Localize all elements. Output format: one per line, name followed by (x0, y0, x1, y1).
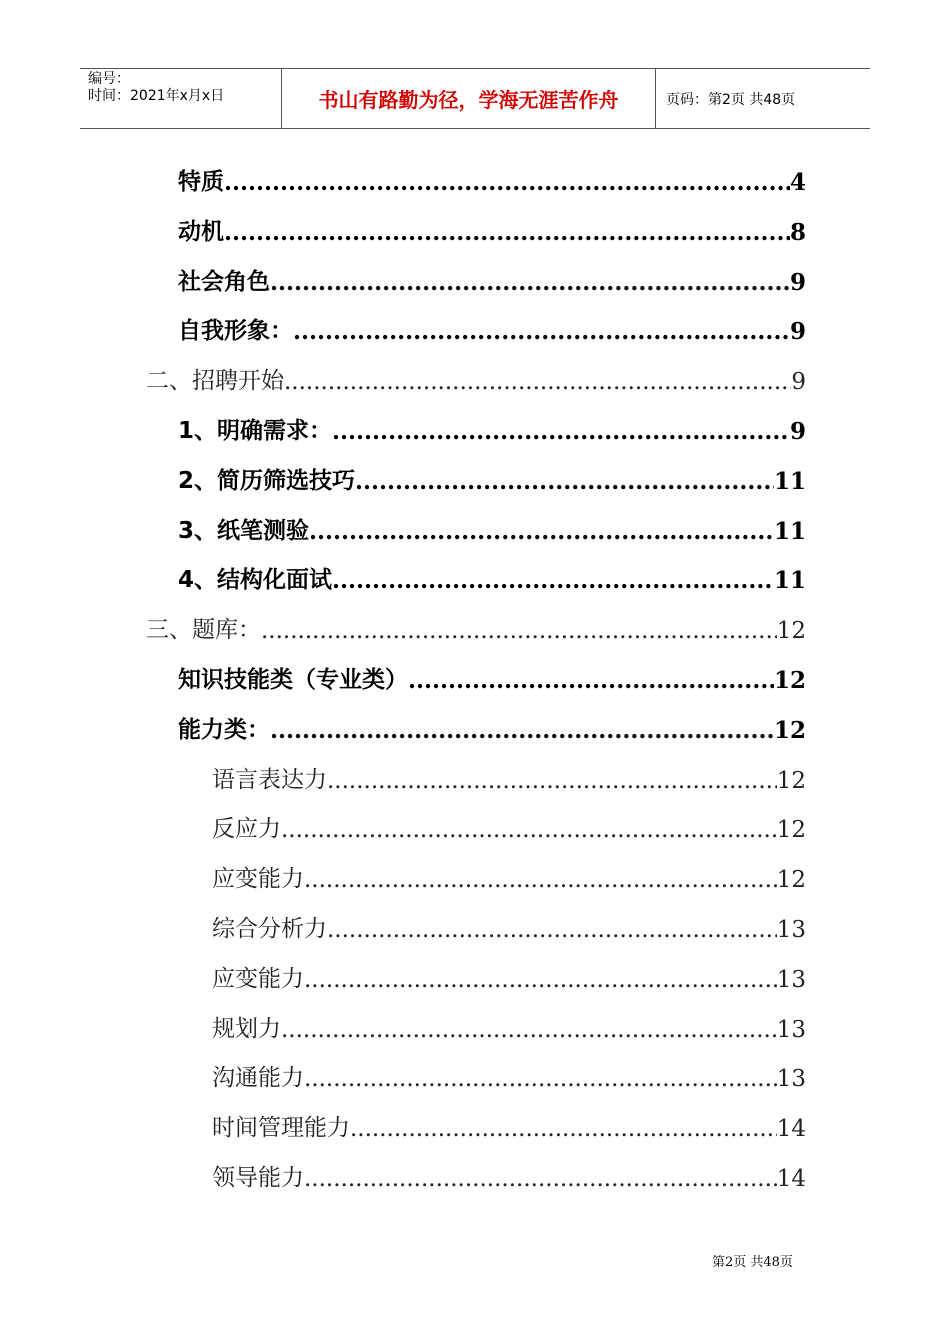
toc-entry-label: 4、结构化面试 (178, 567, 333, 594)
toc-entry-label: 反应力 (212, 816, 281, 843)
toc-leader-dots (304, 967, 777, 993)
toc-entry-label: 应变能力 (212, 866, 304, 893)
toc-entry-label: 自我形象： (178, 318, 293, 345)
toc-entry-page: 12 (776, 618, 806, 645)
toc-entry-page: 4 (789, 169, 806, 196)
toc-leader-dots (270, 269, 790, 296)
toc-leader-dots (332, 418, 790, 445)
toc-entry-page: 11 (773, 567, 806, 595)
time-label: 时间：2021年x月x日 (88, 88, 225, 104)
toc-leader-dots (350, 1116, 777, 1142)
toc-leader-dots (332, 567, 774, 594)
toc-entry-page: 13 (776, 1016, 806, 1043)
toc-entry-label: 三、题库： (146, 617, 261, 644)
toc-leader-dots (261, 618, 777, 644)
toc-entry[interactable] (178, 505, 806, 545)
toc-leader-dots (293, 318, 790, 345)
toc-entry-label: 能力类： (178, 716, 270, 743)
toc-leader-dots (304, 1166, 777, 1192)
toc-entry-page: 12 (776, 867, 806, 894)
toc-entry-label: 沟通能力 (212, 1065, 304, 1092)
toc-leader-dots (270, 717, 774, 744)
toc-entry-page: 13 (776, 966, 806, 993)
toc-entry[interactable] (178, 405, 806, 445)
toc-entry-label: 2、简历筛选技巧 (178, 467, 356, 494)
toc-entry-label: 综合分析力 (212, 916, 327, 942)
toc-entry[interactable] (212, 1152, 806, 1192)
toc-entry-page: 13 (776, 917, 806, 943)
toc-entry[interactable] (212, 1052, 806, 1092)
toc-entry[interactable] (212, 803, 806, 843)
toc-entry-label: 语言表达力 (212, 766, 327, 793)
toc-entry-page: 12 (773, 716, 806, 744)
toc-entry-page: 12 (773, 667, 806, 694)
toc-entry-page: 9 (791, 369, 806, 396)
toc-entry-label: 领导能力 (212, 1165, 304, 1191)
toc-entry-page: 14 (776, 1166, 806, 1192)
toc-entry-label: 规划力 (212, 1015, 281, 1042)
toc-entry-label: 时间管理能力 (212, 1115, 350, 1142)
toc-entry[interactable] (178, 654, 806, 694)
toc-entry-label: 1、明确需求： (178, 418, 333, 444)
toc-entry-page: 11 (773, 467, 806, 495)
toc-leader-dots (309, 518, 774, 545)
toc-entry[interactable] (212, 1003, 806, 1043)
toc-entry-label: 特质 (178, 169, 224, 195)
toc-entry[interactable] (178, 206, 806, 246)
toc-leader-dots (284, 369, 791, 395)
number-label: 编号： (88, 71, 130, 87)
header-meta (80, 69, 282, 128)
toc-entry-label: 应变能力 (212, 965, 304, 992)
toc-entry-page: 14 (776, 1116, 806, 1143)
toc-entry[interactable] (178, 305, 806, 345)
toc-entry-page: 12 (776, 817, 806, 844)
toc-entry-page: 12 (776, 767, 806, 794)
toc-entry[interactable] (146, 355, 806, 395)
header-page-label: 页码：第2页 共48页 (666, 91, 796, 108)
toc-entry[interactable] (212, 1102, 806, 1142)
toc-entry[interactable] (178, 554, 806, 594)
toc-entry-page: 8 (789, 218, 806, 246)
toc-entry-label: 3、纸笔测验 (178, 517, 310, 544)
toc-leader-dots (224, 169, 790, 196)
toc-leader-dots (304, 867, 777, 893)
toc-entry[interactable] (178, 156, 806, 196)
toc-leader-dots (408, 667, 774, 694)
toc-entry[interactable] (212, 953, 806, 993)
toc-entry[interactable] (178, 704, 806, 744)
toc-entry-label: 动机 (178, 218, 224, 245)
toc-leader-dots (355, 468, 774, 495)
toc-entry-label: 知识技能类（专业类） (178, 667, 408, 693)
toc-leader-dots (281, 817, 777, 843)
toc-entry[interactable] (212, 903, 806, 943)
toc-entry[interactable] (146, 604, 806, 644)
toc-entry-page: 9 (789, 268, 806, 296)
toc-entry[interactable] (178, 455, 806, 495)
toc-entry[interactable] (178, 256, 806, 296)
toc-entry-label: 社会角色 (178, 268, 270, 295)
toc-leader-dots (327, 917, 777, 943)
toc-entry-page: 13 (776, 1066, 806, 1093)
toc-entry-page: 9 (789, 318, 806, 346)
toc-leader-dots (327, 768, 777, 794)
footer-page-number: 第2页 共48页 (712, 1255, 793, 1270)
header-motto: 书山有路勤为径，学海无涯苦作舟 (282, 69, 656, 128)
toc-entry[interactable] (212, 754, 806, 794)
toc-entry-page: 9 (789, 418, 806, 445)
toc-entry[interactable] (212, 853, 806, 893)
toc-leader-dots (224, 219, 790, 246)
toc-leader-dots (304, 1066, 777, 1092)
toc-leader-dots (281, 1017, 777, 1043)
page-header (80, 68, 870, 129)
toc-entry-page: 11 (773, 517, 806, 545)
toc-entry-label: 二、招聘开始 (146, 368, 284, 395)
